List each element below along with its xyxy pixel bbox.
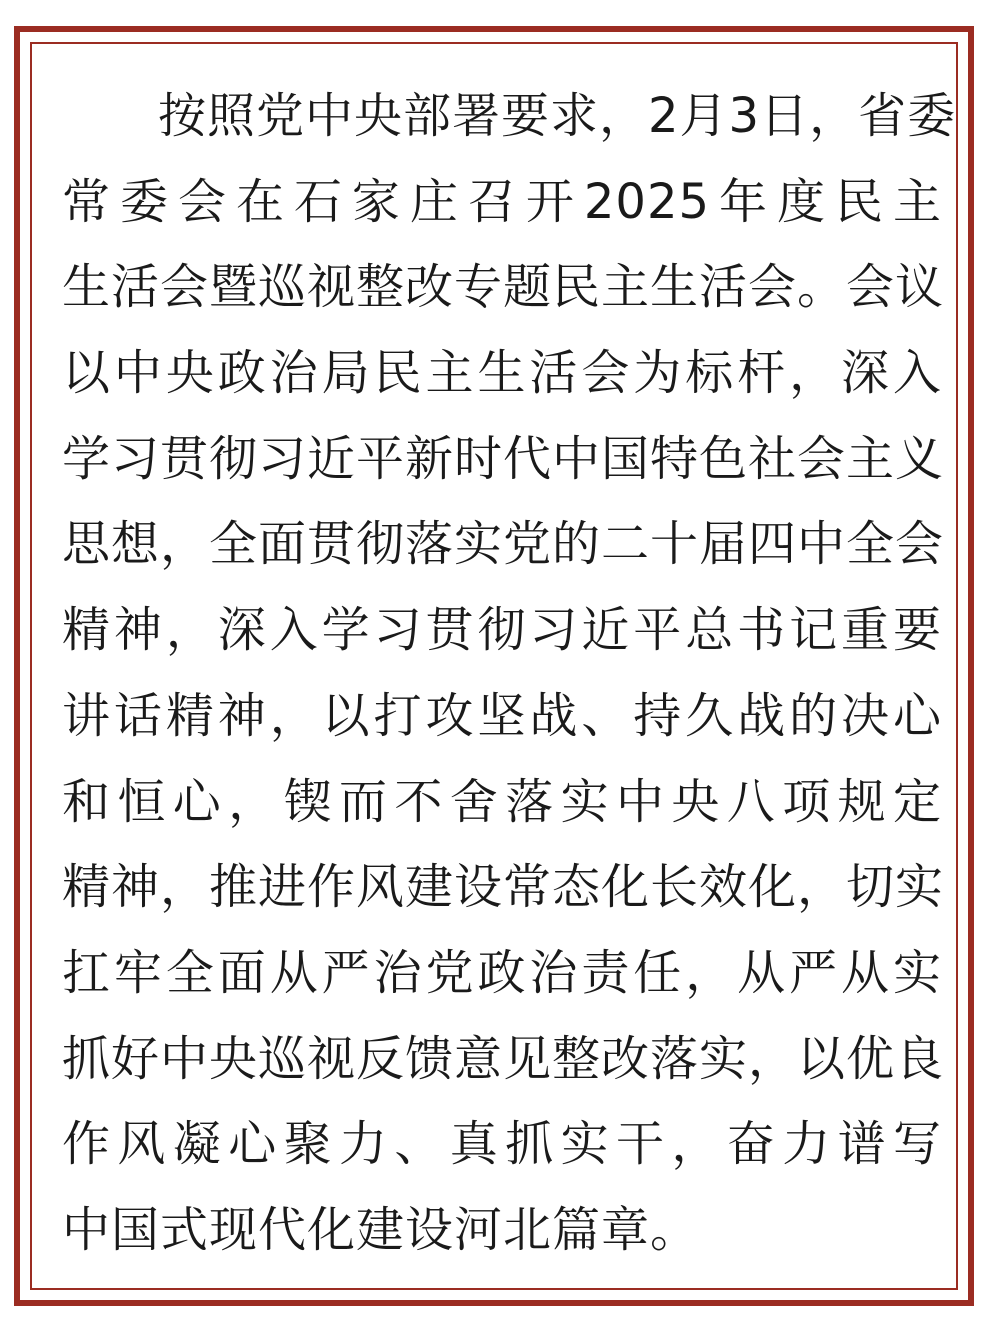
paragraph-line: 常委会在石家庄召开2025年度民主	[62, 173, 942, 230]
paragraph-line: 以中央政治局民主生活会为标杆，深入	[62, 345, 942, 402]
paragraph-line: 按照党中央部署要求，2月3日，省委	[158, 88, 957, 144]
paragraph-line: 中国式现代化建设河北篇章。	[62, 1201, 700, 1258]
paragraph-line: 抓好中央巡视反馈意见整改落实，以优良	[62, 1030, 945, 1087]
paragraph-line: 扛牢全面从严治党政治责任，从严从实	[62, 944, 942, 1001]
paragraph-line: 精神，推进作风建设常态化长效化，切实	[62, 859, 945, 916]
paragraph-line: 生活会暨巡视整改专题民主生活会。会议	[62, 259, 945, 316]
paragraph-line: 作风凝心聚力、真抓实干，奋力谱写	[62, 1116, 942, 1173]
paragraph-line: 精神，深入学习贯彻习近平总书记重要	[62, 602, 942, 659]
paragraph-line: 和恒心，锲而不舍落实中央八项规定	[62, 773, 942, 830]
article-paragraph	[62, 84, 957, 1264]
paragraph-line: 讲话精神，以打攻坚战、持久战的决心	[62, 687, 942, 744]
paragraph-line: 思想，全面贯彻落实党的二十届四中全会	[62, 516, 945, 573]
paragraph-line: 学习贯彻习近平新时代中国特色社会主义	[62, 430, 945, 487]
